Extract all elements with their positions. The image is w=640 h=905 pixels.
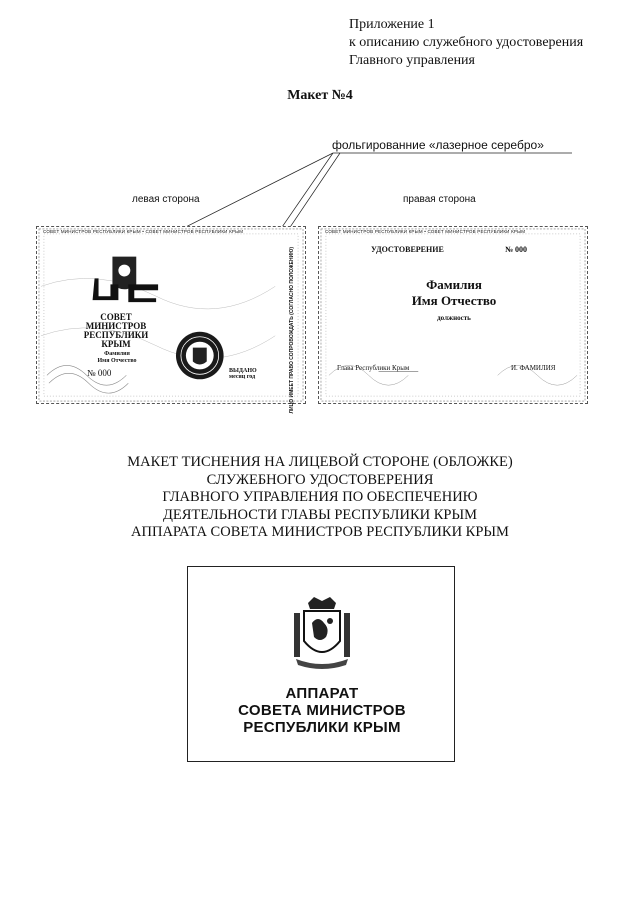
issued-label: ВЫДАНО	[229, 368, 257, 374]
seal-shield	[193, 348, 207, 365]
coat-of-arms-icon	[288, 593, 356, 673]
emboss-heading	[0, 454, 640, 542]
emboss-heading-line-2: СЛУЖЕБНОГО УДОСТОВЕРЕНИЯ	[206, 471, 434, 488]
maket-title: Макет №4	[287, 88, 353, 103]
left-card-names: Имя Отчество	[97, 358, 137, 364]
left-card	[36, 226, 306, 414]
emboss-heading-line-3: ГЛАВНОГО УПРАВЛЕНИЯ ПО ОБЕСПЕЧЕНИЮ	[162, 489, 478, 505]
issued-date: месяц год	[229, 374, 256, 380]
holder-position: должность	[437, 314, 471, 322]
certificate-number: № 000	[505, 245, 528, 254]
cover-line-2: СОВЕТА МИНИСТРОВ	[238, 702, 406, 719]
council-line-3: РЕСПУБЛИКИ	[83, 330, 149, 340]
cover-line-3: РЕСПУБЛИКИ КРЫМ	[243, 719, 401, 736]
signature-name: И. ФАМИЛИЯ	[511, 364, 556, 372]
left-side-label: левая сторона	[132, 194, 200, 205]
council-line-2: МИНИСТРОВ	[85, 321, 147, 331]
left-card-border-text: СОВЕТ МИНИСТРОВ РЕСПУБЛИКИ КРЫМ • СОВЕТ МИНИСТРОВ РЕСПУБЛИКИ КРЫМ	[43, 229, 244, 234]
left-card-vertical-text: ЛИЦО ИМЕЕТ ПРАВО СОПРОВОЖДАТЬ (СОГЛАСНО ПОЛОЖЕНИЮ)	[289, 247, 295, 414]
emboss-heading-line-5: АППАРАТА СОВЕТА МИНИСТРОВ РЕСПУБЛИКИ КРЫМ	[131, 524, 509, 540]
council-name	[67, 313, 165, 349]
council-line-1: СОВЕТ	[100, 312, 132, 322]
cover-mockup	[187, 566, 455, 762]
right-side-label: правая сторона	[403, 194, 476, 205]
right-card	[318, 226, 588, 404]
left-card-holder	[77, 351, 157, 365]
emboss-heading-line-1: МАКЕТ ТИСНЕНИЯ НА ЛИЦЕВОЙ СТОРОНЕ (ОБЛОЖКЕ)	[127, 454, 513, 470]
appendix-line-1: Приложение 1	[349, 17, 435, 32]
left-card-number: № 000	[87, 368, 112, 378]
certificate-title: УДОСТОВЕРЕНИЕ	[371, 245, 444, 254]
right-card-border-text: СОВЕТ МИНИСТРОВ РЕСПУБЛИКИ КРЫМ • СОВЕТ МИНИСТРОВ РЕСПУБЛИКИ КРЫМ	[325, 229, 526, 234]
cover-line-1: АППАРАТ	[285, 685, 359, 702]
holder-surname: Фамилия	[426, 277, 482, 292]
issued-block	[229, 368, 257, 380]
council-line-4: КРЫМ	[101, 339, 131, 349]
appendix-line-2: к описанию служебного удостоверения	[349, 35, 584, 50]
head-label: Глава Республики Крым	[337, 364, 410, 372]
emboss-heading-line-4: ДЕЯТЕЛЬНОСТИ ГЛАВЫ РЕСПУБЛИКИ КРЫМ	[162, 506, 478, 523]
appendix-line-3: Главного управления	[349, 53, 475, 68]
foil-block-right	[128, 284, 158, 302]
holder-names: Имя Отчество	[411, 293, 497, 308]
cover-text	[188, 685, 456, 736]
left-card-surname: Фамилия	[104, 351, 130, 357]
foil-note: фольгированние «лазерное серебро»	[332, 138, 544, 152]
